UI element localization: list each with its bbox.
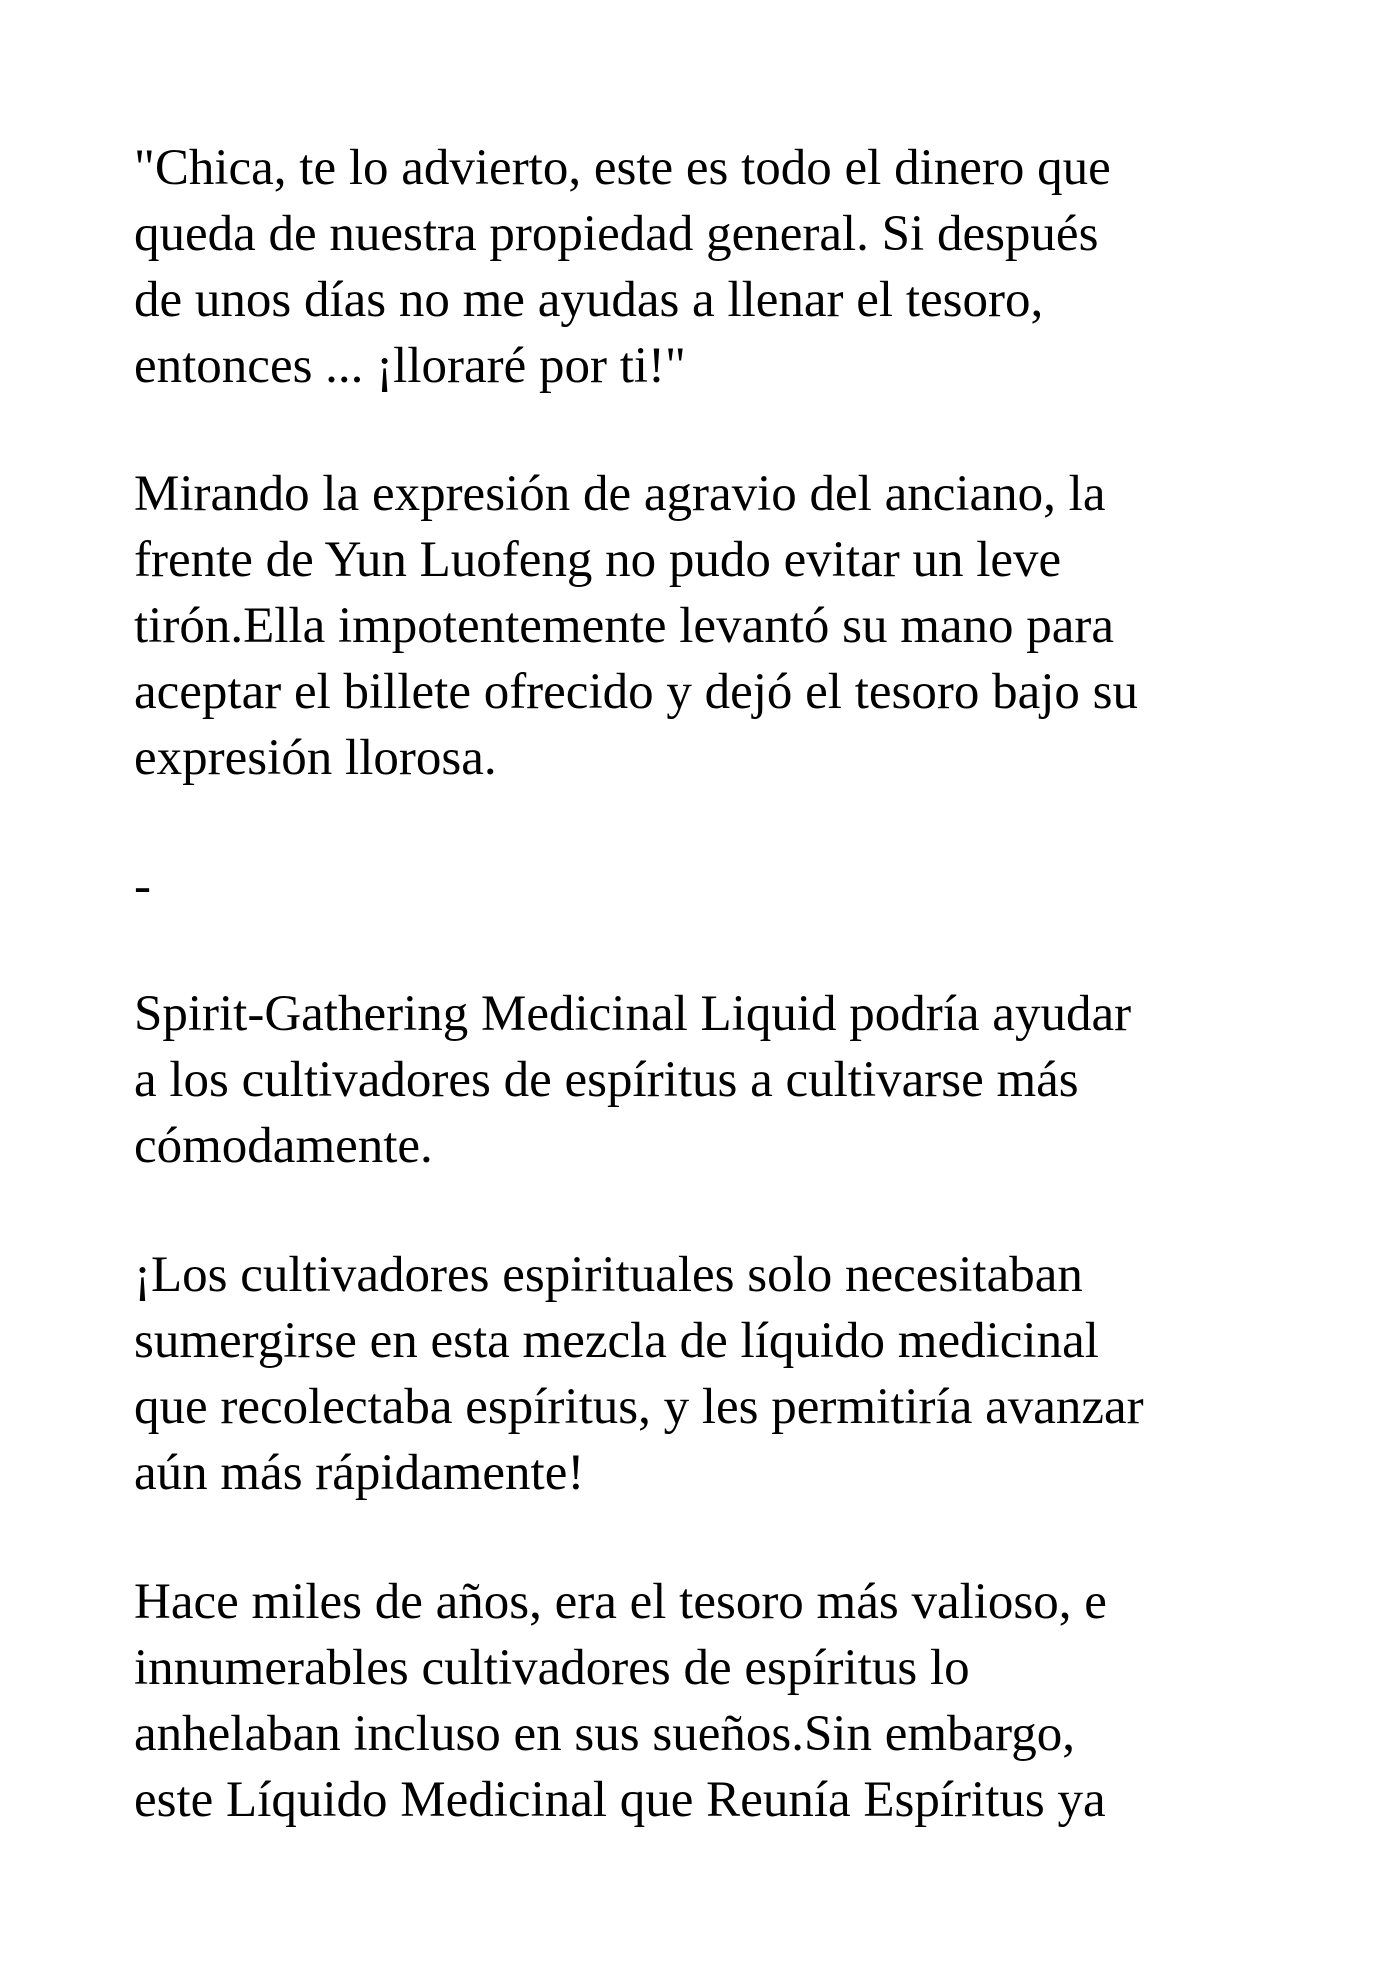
text-line: aún más rápidamente! [134,1445,585,1501]
text-line: que recolectaba espíritus, y les permitiría avanzar [134,1379,1144,1435]
text-line: de unos días no me ayudas a llenar el tesoro, [134,272,1044,328]
text-line: innumerables cultivadores de espíritus lo [134,1640,970,1696]
separator-dash: - [134,858,151,914]
text-line: sumergirse en esta mezcla de líquido medicinal [134,1313,1099,1369]
paragraph-cultivators [134,1242,1294,1506]
text-line: anhelaban incluso en sus sueños.Sin embargo, [134,1706,1075,1762]
text-line: Spirit-Gathering Medicinal Liquid podría ayudar [134,986,1132,1042]
paragraph-yun-luofeng [134,461,1294,791]
text-line: aceptar el billete ofrecido y dejó el tesoro bajo su [134,664,1139,720]
text-line: a los cultivadores de espíritus a cultivarse más [134,1052,1079,1108]
paragraph-medicinal-liquid [134,981,1294,1179]
paragraph-warning-quote [134,135,1294,399]
text-line: ¡Los cultivadores espirituales solo necesitaban [134,1247,1083,1303]
paragraph-treasure-history [134,1569,1294,1833]
text-line: este Líquido Medicinal que Reunía Espíritus ya [134,1772,1106,1828]
text-line: expresión llorosa. [134,730,497,786]
text-line: Hace miles de años, era el tesoro más valioso, e [134,1574,1107,1630]
text-line: queda de nuestra propiedad general. Si después [134,206,1099,262]
text-line: tirón.Ella impotentemente levantó su mano para [134,598,1115,654]
text-line: cómodamente. [134,1118,433,1174]
text-line: frente de Yun Luofeng no pudo evitar un leve [134,532,1062,588]
section-separator [134,853,1294,919]
text-line: Mirando la expresión de agravio del anciano, la [134,466,1106,522]
text-line: "Chica, te lo advierto, este es todo el dinero que [134,140,1111,196]
text-line: entonces ... ¡lloraré por ti!" [134,338,686,394]
